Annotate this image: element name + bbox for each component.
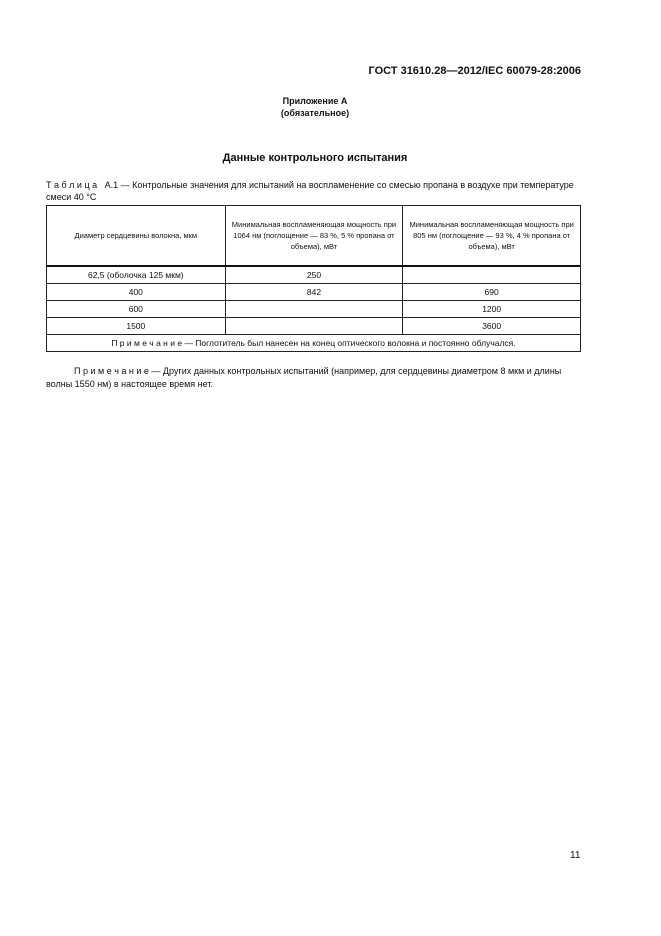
table-row <box>47 301 581 318</box>
cell <box>225 318 403 335</box>
note-text: — Других данных контрольных испытаний (например, для сердцевины диаметром 8 мкм и длины волны 1550 нм) в настоящее время нет. <box>46 366 562 389</box>
cell: 842 <box>225 284 403 301</box>
cell <box>225 301 403 318</box>
annex-title: Приложение А <box>282 96 348 106</box>
cell: 250 <box>225 266 403 284</box>
table-note <box>47 335 581 352</box>
note-label: П р и м е ч а н и е <box>74 366 149 376</box>
table-caption <box>46 179 586 203</box>
table-note-text: — Поглотитель был нанесен на конец оптического волокна и постоянно облучался. <box>182 338 516 348</box>
caption-text: А.1 — Контрольные значения для испытаний на воспламенение со смесью пропана в воздухе при температуре смеси 40 °С <box>46 180 574 202</box>
cell <box>403 266 581 284</box>
header-power-805: Минимальная воспламеняющая мощность при 805 нм (поглощение — 93 %, 4 % пропана от объема), мВт <box>403 206 581 267</box>
data-table <box>46 205 581 352</box>
cell: 3600 <box>403 318 581 335</box>
cell: 690 <box>403 284 581 301</box>
cell: 1200 <box>403 301 581 318</box>
header-power-1064: Минимальная воспламеняющая мощность при 1064 нм (поглощение — 83 %, 5 % пропана от объема), мВт <box>225 206 403 267</box>
standard-designation: ГОСТ 31610.28—2012/IEC 60079-28:2006 <box>368 65 581 77</box>
table-row <box>47 284 581 301</box>
cell: 600 <box>47 301 226 318</box>
cell: 400 <box>47 284 226 301</box>
page-number: 11 <box>570 850 581 861</box>
table-row <box>47 318 581 335</box>
caption-label: Т а б л и ц а <box>46 180 98 190</box>
table-note-row <box>47 335 581 352</box>
note-paragraph <box>46 365 586 391</box>
cell: 1500 <box>47 318 226 335</box>
cell: 62,5 (оболочка 125 мкм) <box>47 266 226 284</box>
annex-status: (обязательное) <box>280 108 350 118</box>
table-header-row <box>47 206 581 267</box>
section-title: Данные контрольного испытания <box>222 152 408 164</box>
table-note-label: П р и м е ч а н и е <box>111 338 183 348</box>
table-row <box>47 266 581 284</box>
header-core-diameter: Диаметр сердцевины волокна, мкм <box>47 206 226 267</box>
